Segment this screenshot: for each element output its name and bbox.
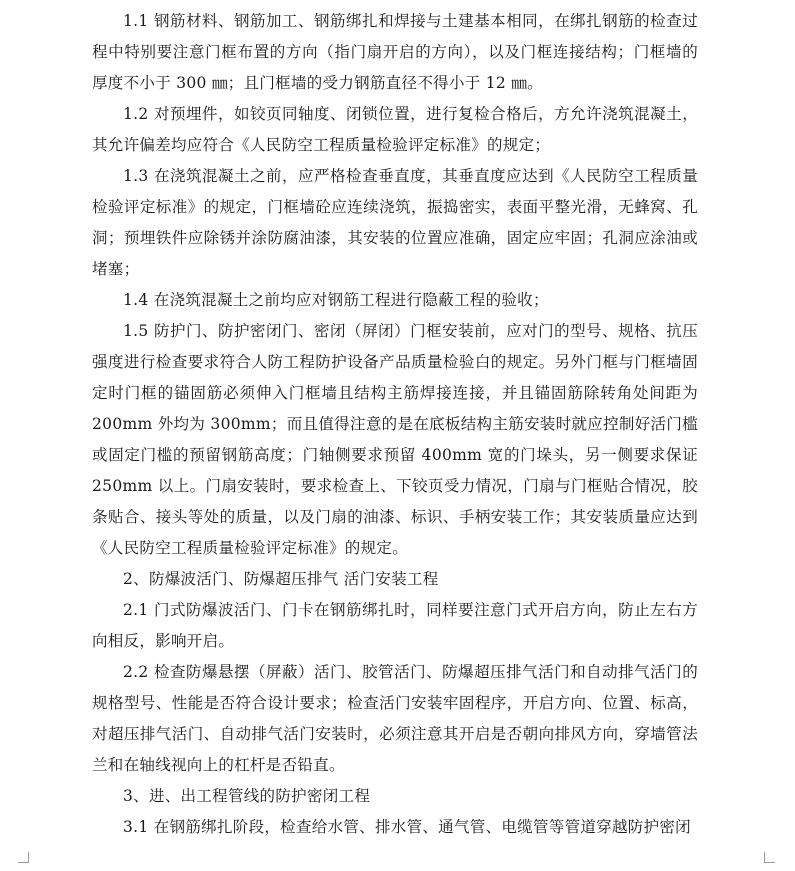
section-heading-2: 2、防爆波活门、防爆超压排气 活门安装工程 bbox=[123, 570, 439, 588]
paragraph-2-2: 2.2 检查防爆悬摆（屏蔽）活门、胶管活门、防爆超压排气活门和自动排气活门的规格型号、性能是否符合设计要求；检查活门安装牢固程序，开启方向、位置、标高，对超压排气活门、自动排气活门安装时，必须注意其开启是否朝向排风方向，穿墙管法兰和在轴线视向上的杠杆是否铅直。 bbox=[92, 663, 698, 774]
page-corner-mark-left bbox=[18, 852, 29, 863]
paragraph-1-5: 1.5 防护门、防护密闭门、密闭（屏闭）门框安装前，应对门的型号、规格、抗压强度进行检查要求符合人防工程防护设备产品质量检验白的规定。另外门框与门框墙固定时门框的锚固筋必须伸入门框墙且结构主筋焊接连接，并且锚固筋除转角处间距为 200mm 外均为 300mm；而且值得注意的是在底板结构主筋安装时就应控制好活门槛或固定门槛的预留钢筋高度；门轴侧要求预留 400mm 宽的门垛头，另一侧要求保证 250mm 以上。门扇安装时，要求检查上、下铰页受力情况，门扇与门框贴合情况，胶条贴合、接头等处的质量，以及门扇的油漆、标识、手柄安装工作；其安装质量应达到《人民防空工程质量检验评定标准》的规定。 bbox=[92, 322, 698, 557]
paragraph-2-1: 2.1 门式防爆波活门、门卡在钢筋绑扎时，同样要注意门式开启方向，防止左右方向相反，影响开启。 bbox=[92, 601, 698, 650]
paragraph-1-4: 1.4 在浇筑混凝土之前均应对钢筋工程进行隐蔽工程的验收； bbox=[123, 291, 549, 309]
section-heading-3: 3、进、出工程管线的防护密闭工程 bbox=[123, 787, 371, 805]
page-corner-mark-right bbox=[764, 852, 775, 863]
paragraph-1-3: 1.3 在浇筑混凝土之前，应严格检查垂直度，其垂直度应达到《人民防空工程质量检验评定标准》的规定，门框墙砼应连续浇筑，振捣密实，表面平整光滑，无蜂窝、孔洞；预埋铁件应除锈并涂防腐油漆，其安装的位置应准确，固定应牢固；孔洞应涂油或堵塞； bbox=[92, 167, 698, 278]
document-page bbox=[92, 6, 698, 843]
paragraph-1-1: 1.1 钢筋材料、钢筋加工、钢筋绑扎和焊接与土建基本相同，在绑扎钢筋的检查过程中特别要注意门框布置的方向（指门扇开启的方向），以及门框连接结构；门框墙的厚度不小于 300 ㎜；且门框墙的受力钢筋直径不得小于 12 ㎜。 bbox=[92, 12, 698, 92]
paragraph-3-1: 3.1 在钢筋绑扎阶段，检查给水管、排水管、通气管、电缆管等管道穿越防护密闭 bbox=[123, 818, 691, 836]
paragraph-1-2: 1.2 对预埋件，如铰页同轴度、闭锁位置，进行复检合格后，方允许浇筑混凝土，其允许偏差均应符合《人民防空工程质量检验评定标准》的规定； bbox=[92, 105, 698, 154]
